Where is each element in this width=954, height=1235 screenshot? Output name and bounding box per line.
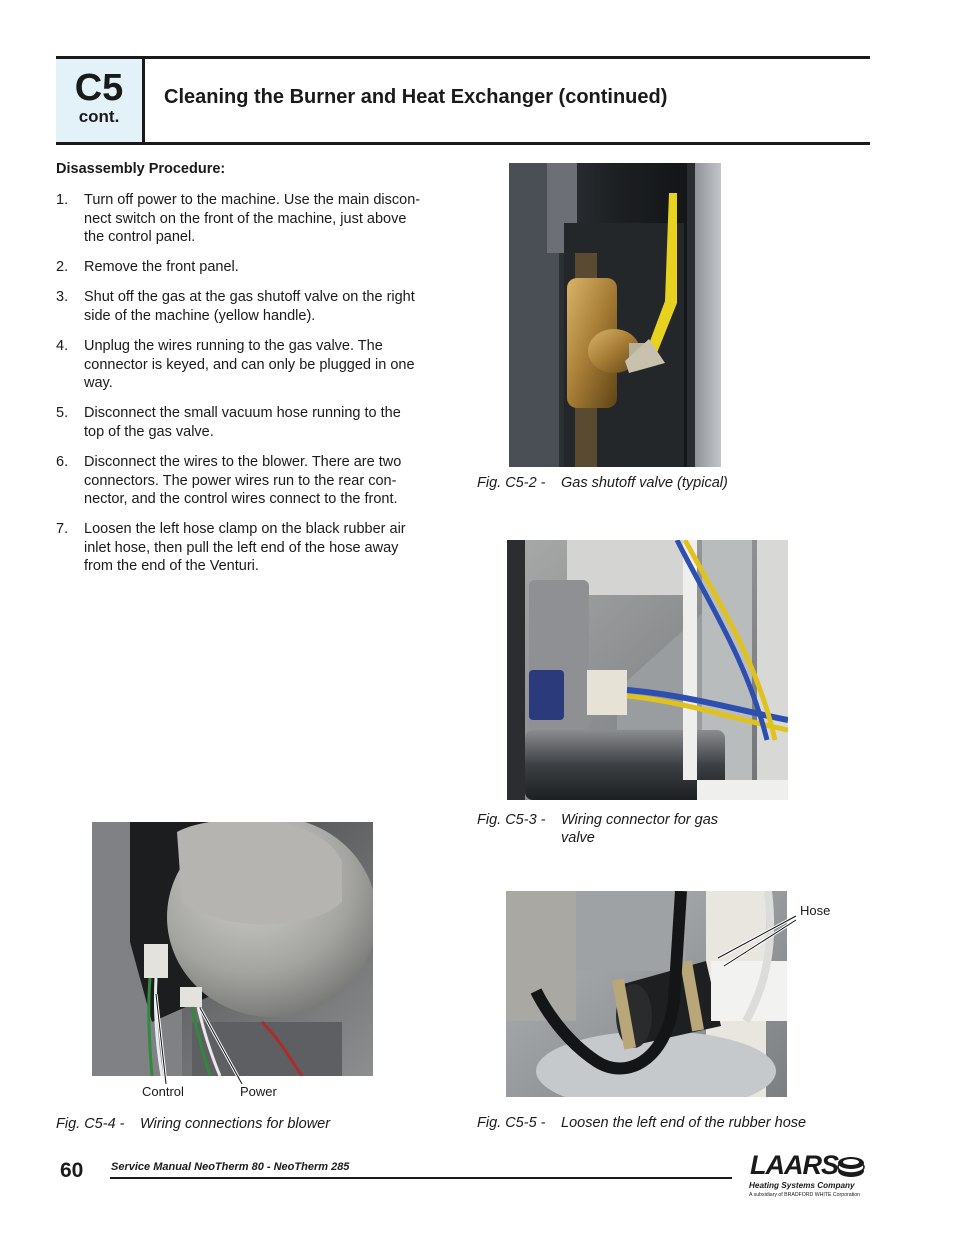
step-line: from the end of the Venturi. xyxy=(84,558,259,575)
figure-caption-text: valve xyxy=(561,830,595,846)
figure-label: Fig. C5-3 - xyxy=(477,812,546,828)
step-line: Unplug the wires running to the gas valve. The xyxy=(84,338,383,354)
step-number: 4. xyxy=(56,338,69,354)
footer-rule xyxy=(110,1177,732,1179)
figure-caption-c5-3 xyxy=(477,811,837,851)
callout-hose: Hose xyxy=(800,903,831,918)
brand-logo-disc-icon xyxy=(836,1155,866,1179)
step-text xyxy=(84,288,450,325)
step-line: Loosen the left hose clamp on the black rubber air xyxy=(84,521,406,537)
section-code: C5 xyxy=(74,67,124,109)
step-line: Disconnect the wires to the blower. There are two xyxy=(84,454,402,470)
procedure-heading: Disassembly Procedure: xyxy=(56,161,226,177)
page-number: 60 xyxy=(60,1159,84,1182)
step-line: nect switch on the front of the machine, just above xyxy=(84,210,407,227)
brand-subsidiary: A subsidiary of BRADFORD WHITE Corporation xyxy=(749,1192,860,1198)
step-line: nector, and the control wires connect to the front. xyxy=(84,491,398,508)
figure-label: Fig. C5-4 - xyxy=(56,1116,125,1132)
step-line: top of the gas valve. xyxy=(84,423,214,440)
section-continued-label: cont. xyxy=(78,107,120,126)
step-line: side of the machine (yellow handle). xyxy=(84,307,316,324)
step-line: the control panel. xyxy=(84,229,196,246)
figure-caption-c5-2 xyxy=(477,474,837,494)
step-number: 2. xyxy=(56,259,69,275)
figure-caption-c5-5 xyxy=(477,1114,897,1134)
header-bottom-rule xyxy=(56,142,870,145)
figure-caption-text: Wiring connector for gas xyxy=(561,812,719,828)
callout-leaders-c5-4 xyxy=(92,822,373,1092)
figure-caption-text: Gas shutoff valve (typical) xyxy=(561,475,728,491)
step-text xyxy=(84,404,450,441)
step-line: Shut off the gas at the gas shutoff valve on the right xyxy=(84,289,415,305)
manual-title: Service Manual NeoTherm 80 - NeoTherm 285 xyxy=(111,1161,350,1173)
step-text xyxy=(84,191,450,247)
step-line: Disconnect the small vacuum hose running to the xyxy=(84,405,401,421)
figure-caption-text: Loosen the left end of the rubber hose xyxy=(561,1115,807,1131)
step-line: inlet hose, then pull the left end of the hose away xyxy=(84,539,399,556)
step-number: 6. xyxy=(56,454,69,470)
step-number: 3. xyxy=(56,289,69,305)
step-text xyxy=(84,453,450,509)
figure-label: Fig. C5-5 - xyxy=(477,1115,546,1131)
photo-gas-shutoff-valve xyxy=(509,163,721,467)
callout-leader-hose xyxy=(700,910,810,980)
header-divider xyxy=(142,59,145,142)
brand-tagline: Heating Systems Company xyxy=(749,1181,855,1190)
step-number: 1. xyxy=(56,192,69,208)
callout-power: Power xyxy=(240,1084,277,1099)
figure-caption-c5-4 xyxy=(56,1115,436,1135)
callout-control: Control xyxy=(142,1084,184,1099)
step-line: connectors. The power wires run to the rear con- xyxy=(84,472,397,489)
step-text xyxy=(84,337,450,393)
brand-logo-wordmark: LAARS xyxy=(750,1150,838,1180)
photo-gas-valve-connector xyxy=(507,540,788,800)
page-title: Cleaning the Burner and Heat Exchanger (continued) xyxy=(164,86,668,108)
figure-label: Fig. C5-2 - xyxy=(477,475,546,491)
step-line: connector is keyed, and can only be plugged in one xyxy=(84,356,415,373)
step-number: 7. xyxy=(56,521,69,537)
step-text xyxy=(84,520,450,576)
step-text xyxy=(84,258,450,277)
step-number: 5. xyxy=(56,405,69,421)
figure-caption-text: Wiring connections for blower xyxy=(140,1116,331,1132)
step-line: Turn off power to the machine. Use the main discon- xyxy=(84,192,421,208)
step-line: way. xyxy=(84,375,113,392)
header-top-rule xyxy=(56,56,870,59)
step-line: Remove the front panel. xyxy=(84,259,239,275)
